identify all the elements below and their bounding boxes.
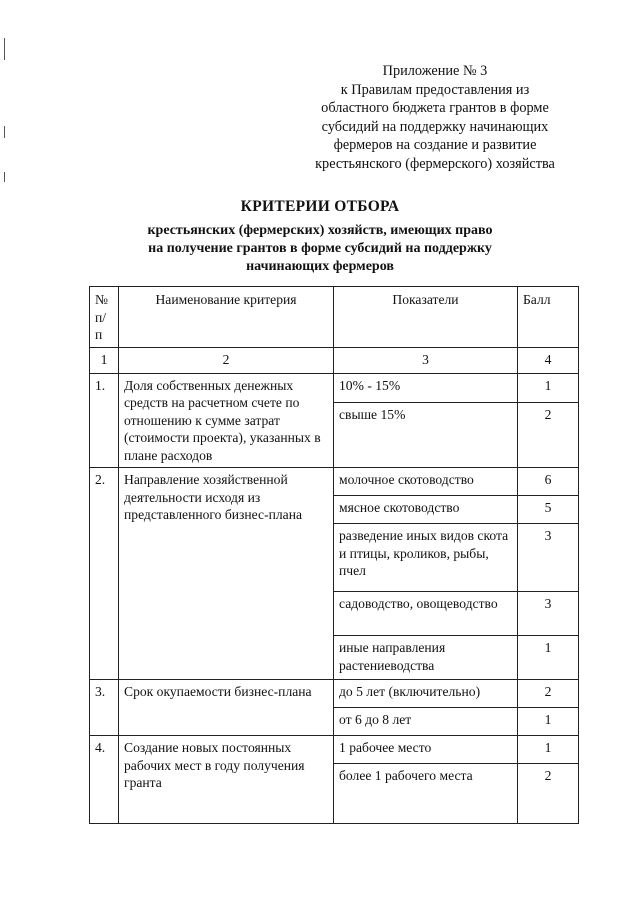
indicator: мясное скотоводство [334, 496, 518, 524]
scan-artifact [4, 38, 5, 60]
criterion-number: 4. [90, 736, 119, 824]
indicator: до 5 лет (включительно) [334, 680, 518, 708]
score: 5 [518, 496, 579, 524]
appendix-line: фермеров на создание и развитие [333, 137, 537, 153]
criterion-number: 2. [90, 468, 119, 680]
column-number: 2 [119, 347, 334, 373]
score: 3 [518, 592, 579, 636]
indicator: от 6 до 8 лет [334, 708, 518, 736]
criterion-name: Срок окупаемости бизнес-плана [119, 680, 334, 736]
header-score: Балл [518, 287, 579, 348]
score: 1 [518, 708, 579, 736]
criterion-name: Создание новых постоянных рабочих мест в году получения гранта [119, 736, 334, 824]
score: 1 [518, 373, 579, 403]
criterion-number: 3. [90, 680, 119, 736]
criterion-name: Доля собственных денежных средств на расчетном счете по отношению к сумме затрат (стоимости проекта), указанных в плане расходов [119, 373, 334, 468]
document-title: КРИТЕРИИ ОТБОРА [240, 198, 400, 215]
score: 2 [518, 403, 579, 468]
column-number: 1 [90, 347, 119, 373]
table-row [90, 373, 579, 403]
document-subtitle-line: на получение грантов в форме субсидий на поддержку [148, 241, 492, 256]
header-number: № п/п [90, 287, 119, 348]
column-number-row [90, 347, 579, 373]
indicator: 1 рабочее место [334, 736, 518, 764]
criterion-number: 1. [90, 373, 119, 468]
criterion-name: Направление хозяйственной деятельности исходя из представленного бизнес-плана [119, 468, 334, 680]
indicator: более 1 рабочего места [334, 764, 518, 824]
score: 2 [518, 680, 579, 708]
header-criterion-name: Наименование критерия [119, 287, 334, 348]
appendix-line: к Правилам предоставления из [340, 81, 530, 98]
table-row [90, 736, 579, 764]
scan-artifact [4, 172, 5, 182]
appendix-line: субсидий на поддержку начинающих [321, 118, 549, 135]
appendix-line: областного бюджета грантов в форме [321, 100, 549, 116]
score: 3 [518, 524, 579, 592]
scan-artifact [4, 126, 5, 138]
table-row [90, 680, 579, 708]
appendix-header [300, 62, 570, 173]
document-subtitle-line: крестьянских (фермерских) хозяйств, имеющих право [147, 223, 493, 238]
indicator: 10% - 15% [334, 373, 518, 403]
score: 6 [518, 468, 579, 496]
header-indicators: Показатели [334, 287, 518, 348]
indicator: молочное скотоводство [334, 468, 518, 496]
score: 1 [518, 736, 579, 764]
score: 1 [518, 636, 579, 680]
table-row [90, 468, 579, 496]
appendix-line: крестьянского (фермерского) хозяйства [315, 155, 555, 172]
indicator: свыше 15% [334, 403, 518, 468]
indicator: садоводство, овощеводство [334, 592, 518, 636]
column-number: 3 [334, 347, 518, 373]
appendix-line: Приложение № 3 [382, 63, 488, 79]
document-subtitle-line: начинающих фермеров [246, 259, 394, 274]
indicator: иные направления растениеводства [334, 636, 518, 680]
score: 2 [518, 764, 579, 824]
indicator: разведение иных видов скота и птицы, кроликов, рыбы, пчел [334, 524, 518, 592]
column-number: 4 [518, 347, 579, 373]
criteria-table [89, 286, 579, 824]
